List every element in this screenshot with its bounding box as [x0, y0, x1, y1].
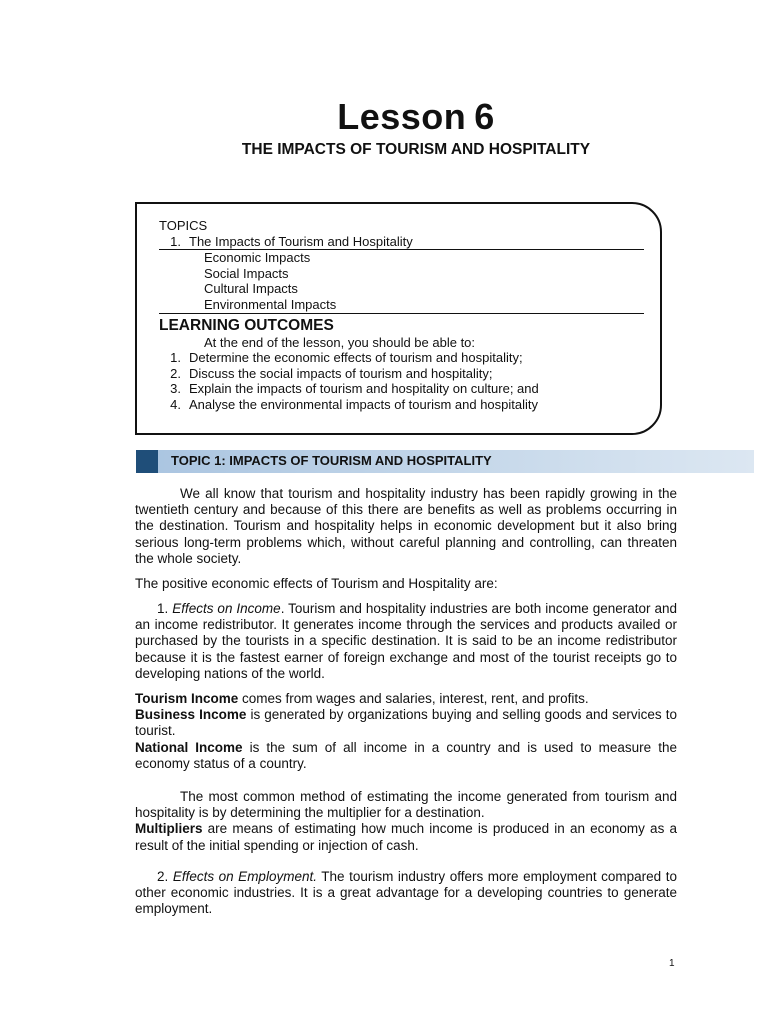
outcome-text: Explain the impacts of tourism and hospitality on culture; and: [189, 381, 539, 397]
definition-text: are means of estimating how much income is produced in an economy as a result of the initial spending or injection of cash.: [135, 821, 677, 853]
topic-marker: [136, 450, 158, 473]
outcome-item: [159, 397, 644, 413]
item-term: Effects on Employment.: [172, 869, 317, 884]
lesson-word: Lesson: [337, 96, 467, 137]
item-text: . Tourism and hospitality industries are both income generator and an income redistributor. It generates income through the services and products availed or purchased by the tourists in a specific destination. It is said to be an income redistributor because it is the fastest earner of foreign exchange and most of the tourist receipts go to developing nations of the world.: [135, 601, 677, 681]
definition-text: is the sum of all income in a country and is used to measure the economy status of a country.: [135, 739, 677, 771]
topic-heading: TOPIC 1: IMPACTS OF TOURISM AND HOSPITALITY: [171, 453, 492, 468]
subtopic-item: Environmental Impacts: [159, 297, 644, 314]
learning-outcomes-title: LEARNING OUTCOMES: [159, 316, 334, 334]
definition-term: National Income: [135, 739, 243, 755]
lesson-number: 6: [474, 96, 495, 137]
topics-label: TOPICS: [159, 218, 208, 233]
item-income: [135, 601, 677, 682]
item-employment: [135, 869, 677, 918]
definition-term: Business Income: [135, 707, 247, 723]
item-term: Effects on Income: [172, 601, 281, 616]
item-text: The tourism industry offers more employment compared to other economic industries. It is a great advantage for a developing countries to generate employment.: [135, 869, 677, 917]
subtopic-item: Cultural Impacts: [204, 281, 298, 297]
definition-text: comes from wages and salaries, interest, rent, and profits.: [238, 691, 589, 706]
positive-lead: [135, 576, 677, 592]
definition-term: Multipliers: [135, 821, 203, 837]
subtopic-item: Economic Impacts: [204, 250, 311, 266]
intro-paragraph: [135, 486, 677, 567]
item-number: 2.: [157, 869, 169, 884]
outcome-number: 4.: [170, 396, 181, 412]
topic-title: The Impacts of Tourism and Hospitality: [189, 233, 413, 249]
topics-outcomes-box: [135, 202, 662, 435]
multiplier-intro: The most common method of estimating the income generated from tourism and hospitality is by determining the multiplier for a destination.: [135, 789, 677, 821]
outcome-number: 1.: [170, 350, 181, 366]
page-number: 1: [669, 958, 675, 969]
outcome-number: 3.: [170, 381, 181, 397]
outcome-item: [159, 350, 644, 366]
lesson-title: [0, 96, 768, 138]
outcome-item: [159, 381, 644, 397]
outcome-item: [159, 366, 644, 382]
topic-item: [159, 234, 644, 251]
income-definitions: [135, 691, 677, 772]
outcome-text: Determine the economic effects of tourism and hospitality;: [189, 350, 523, 366]
definition-term: Tourism Income: [135, 691, 239, 706]
item-number: 1.: [157, 601, 169, 616]
outcome-text: Analyse the environmental impacts of tourism and hospitality: [189, 396, 539, 412]
outcome-text: Discuss the social impacts of tourism and hospitality;: [189, 365, 493, 381]
outcomes-intro: At the end of the lesson, you should be able to:: [204, 334, 476, 350]
intro-text: We all know that tourism and hospitality industry has been rapidly growing in the twentieth century and because of this there are benefits as well as problems occurring in the destination. Tourism and hospitality helps in economic development but it also bring serious long-term problems which, without careful planning and controlling, can threaten the whole society.: [135, 486, 677, 566]
multiplier-paragraph: [135, 789, 677, 854]
lesson-subtitle: THE IMPACTS OF TOURISM AND HOSPITALITY: [241, 141, 591, 158]
topic-heading-bar: [136, 450, 754, 473]
definition-text: is generated by organizations buying and selling goods and services to tourist.: [135, 707, 677, 739]
topic-number: 1.: [170, 233, 181, 249]
subtopic-item: Social Impacts: [204, 265, 289, 281]
positive-lead-text: The positive economic effects of Tourism and Hospitality are:: [135, 576, 498, 591]
outcome-number: 2.: [170, 365, 181, 381]
